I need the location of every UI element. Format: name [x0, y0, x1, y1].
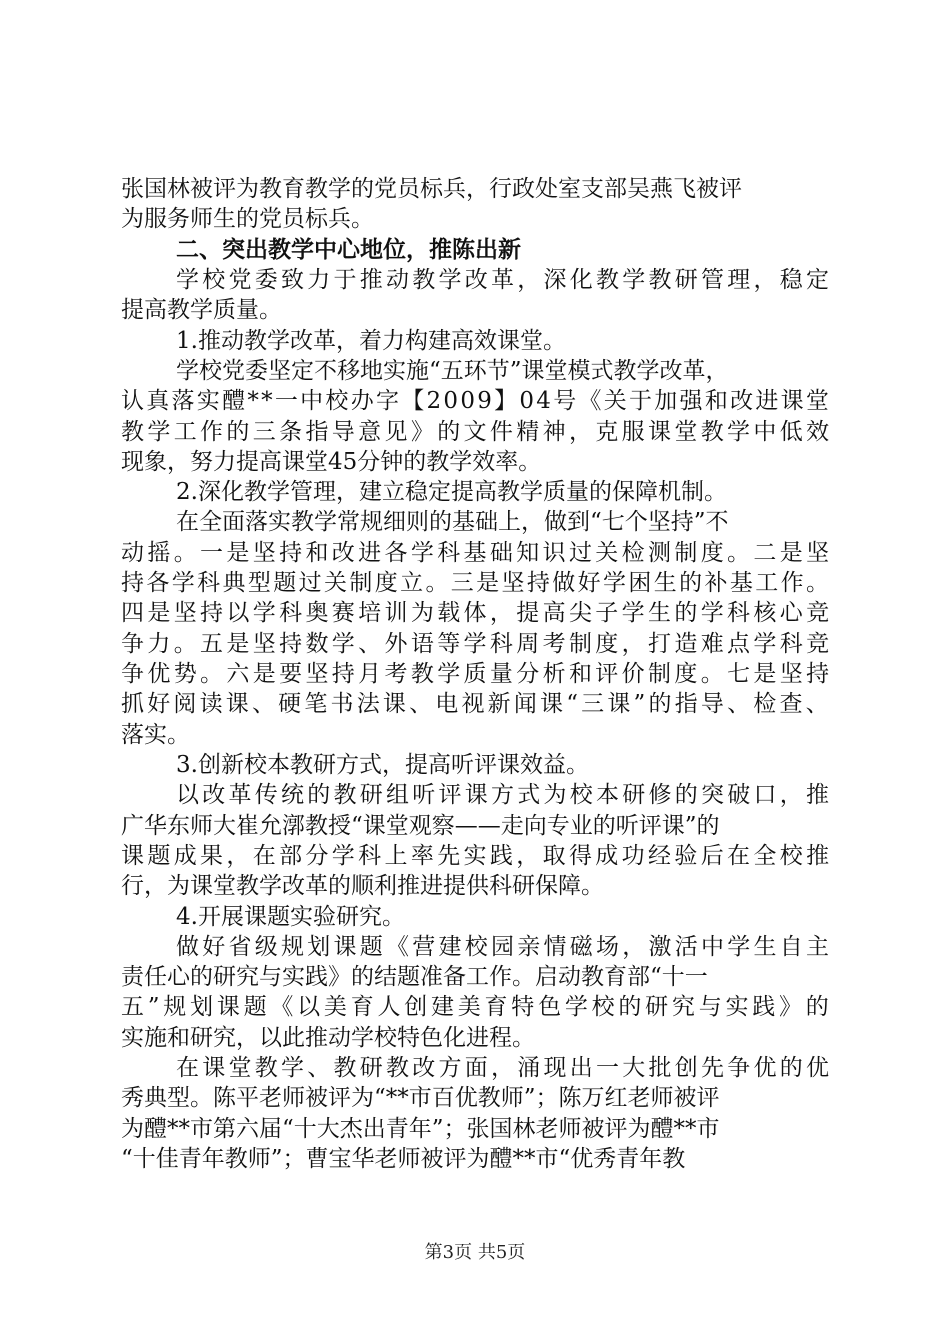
- line-text: 学校党委坚定不移地实施“五环节”课堂模式教学改革，: [176, 358, 729, 384]
- line-text: 动摇。一是坚持和改进各学科基础知识过关检测制度。二是坚: [121, 540, 833, 566]
- line-text: 五”规划课题《以美育人创建美育特色学校的研究与实践》的: [121, 994, 833, 1020]
- text-line: [0, 629, 950, 659]
- text-line: [0, 568, 950, 598]
- text-line: [0, 689, 950, 719]
- line-text: 学校党委致力于推动教学改革，深化教学教研管理，稳定: [176, 267, 833, 293]
- text-line: [0, 992, 950, 1022]
- line-text: 张国林被评为教育教学的党员标兵，行政处室支部吴燕飞被评: [121, 176, 742, 202]
- text-line: [0, 598, 950, 628]
- text-line: [0, 1023, 950, 1053]
- line-text: “十佳青年教师”；曹宝华老师被评为醴**市“优秀青年教: [121, 1146, 686, 1172]
- line-text: 争优势。六是要坚持月考教学质量分析和评价制度。七是坚持: [121, 661, 833, 687]
- text-line: [0, 538, 950, 568]
- line-text: 责任心的研究与实践》的结题准备工作。启动教育部“十一: [121, 964, 708, 990]
- text-line: [0, 811, 950, 841]
- text-line: [0, 1114, 950, 1144]
- line-text: 落实。: [121, 722, 190, 748]
- line-text: 3.创新校本教研方式，提高听评课效益。: [176, 752, 589, 778]
- section-heading: [0, 235, 950, 265]
- text-line: [0, 902, 950, 932]
- line-text: 为服务师生的党员标兵。: [121, 206, 374, 232]
- line-text: 抓好阅读课、硬笔书法课、电视新闻课“三课”的指导、检查、: [121, 691, 832, 717]
- line-text: 广华东师大崔允漷教授“课堂观察——走向专业的听评课”的: [121, 813, 720, 839]
- heading-text: 二、突出教学中心地位，推陈出新: [176, 236, 521, 263]
- text-line: [0, 507, 950, 537]
- text-line: [0, 204, 950, 234]
- text-line: [0, 356, 950, 386]
- text-line: [0, 871, 950, 901]
- line-text: 四是坚持以学科奥赛培训为载体，提高尖子学生的学科核心竞: [121, 600, 833, 626]
- line-text: 在课堂教学、教研教改方面，涌现出一大批创先争优的优: [176, 1055, 833, 1081]
- text-line: [0, 932, 950, 962]
- text-line: [0, 659, 950, 689]
- line-text: 做好省级规划课题《营建校园亲情磁场，激活中学生自主: [176, 934, 833, 960]
- text-line: [0, 1053, 950, 1083]
- text-line: [0, 841, 950, 871]
- text-line: [0, 386, 950, 416]
- text-line: [0, 1144, 950, 1174]
- text-line: [0, 265, 950, 295]
- line-text: 4.开展课题实验研究。: [176, 904, 405, 930]
- text-line: [0, 295, 950, 325]
- line-text: 为醴**市第六届“十大杰出青年”；张国林老师被评为醴**市: [121, 1116, 720, 1142]
- text-line: [0, 326, 950, 356]
- line-text: 在全面落实教学常规细则的基础上，做到“七个坚持”不: [176, 509, 729, 535]
- line-text: 行，为课堂教学改革的顺利推进提供科研保障。: [121, 873, 604, 899]
- text-line: [0, 447, 950, 477]
- text-line: [0, 750, 950, 780]
- line-text: 实施和研究，以此推动学校特色化进程。: [121, 1025, 535, 1051]
- text-line: [0, 720, 950, 750]
- line-text: 提高教学质量。: [121, 297, 282, 323]
- text-line: [0, 174, 950, 204]
- line-text: 现象，努力提高课堂45分钟的教学效率。: [121, 449, 542, 475]
- text-line: [0, 477, 950, 507]
- text-line: [0, 417, 950, 447]
- line-text: 2.深化教学管理，建立稳定提高教学质量的保障机制。: [176, 479, 727, 505]
- line-text: 争力。五是坚持数学、外语等学科周考制度，打造难点学科竞: [121, 631, 833, 657]
- line-text: 秀典型。陈平老师被评为“**市百优教师”；陈万红老师被评: [121, 1085, 720, 1111]
- line-text: 以改革传统的教研组听评课方式为校本研修的突破口，推: [176, 782, 833, 808]
- text-line: [0, 962, 950, 992]
- text-line: [0, 780, 950, 810]
- line-text: 持各学科典型题过关制度立。三是坚持做好学困生的补基工作。: [121, 570, 832, 596]
- line-text: 教学工作的三条指导意见》的文件精神，克服课堂教学中低效: [121, 419, 833, 445]
- line-text: 1.推动教学改革，着力构建高效课堂。: [176, 328, 566, 354]
- text-line: [0, 1083, 950, 1113]
- page-footer: 第3页 共5页: [424, 1242, 526, 1263]
- line-text: 认真落实醴**一中校办字【2009】04号《关于加强和改进课堂: [121, 388, 832, 414]
- line-text: 课题成果，在部分学科上率先实践，取得成功经验后在全校推: [121, 843, 833, 869]
